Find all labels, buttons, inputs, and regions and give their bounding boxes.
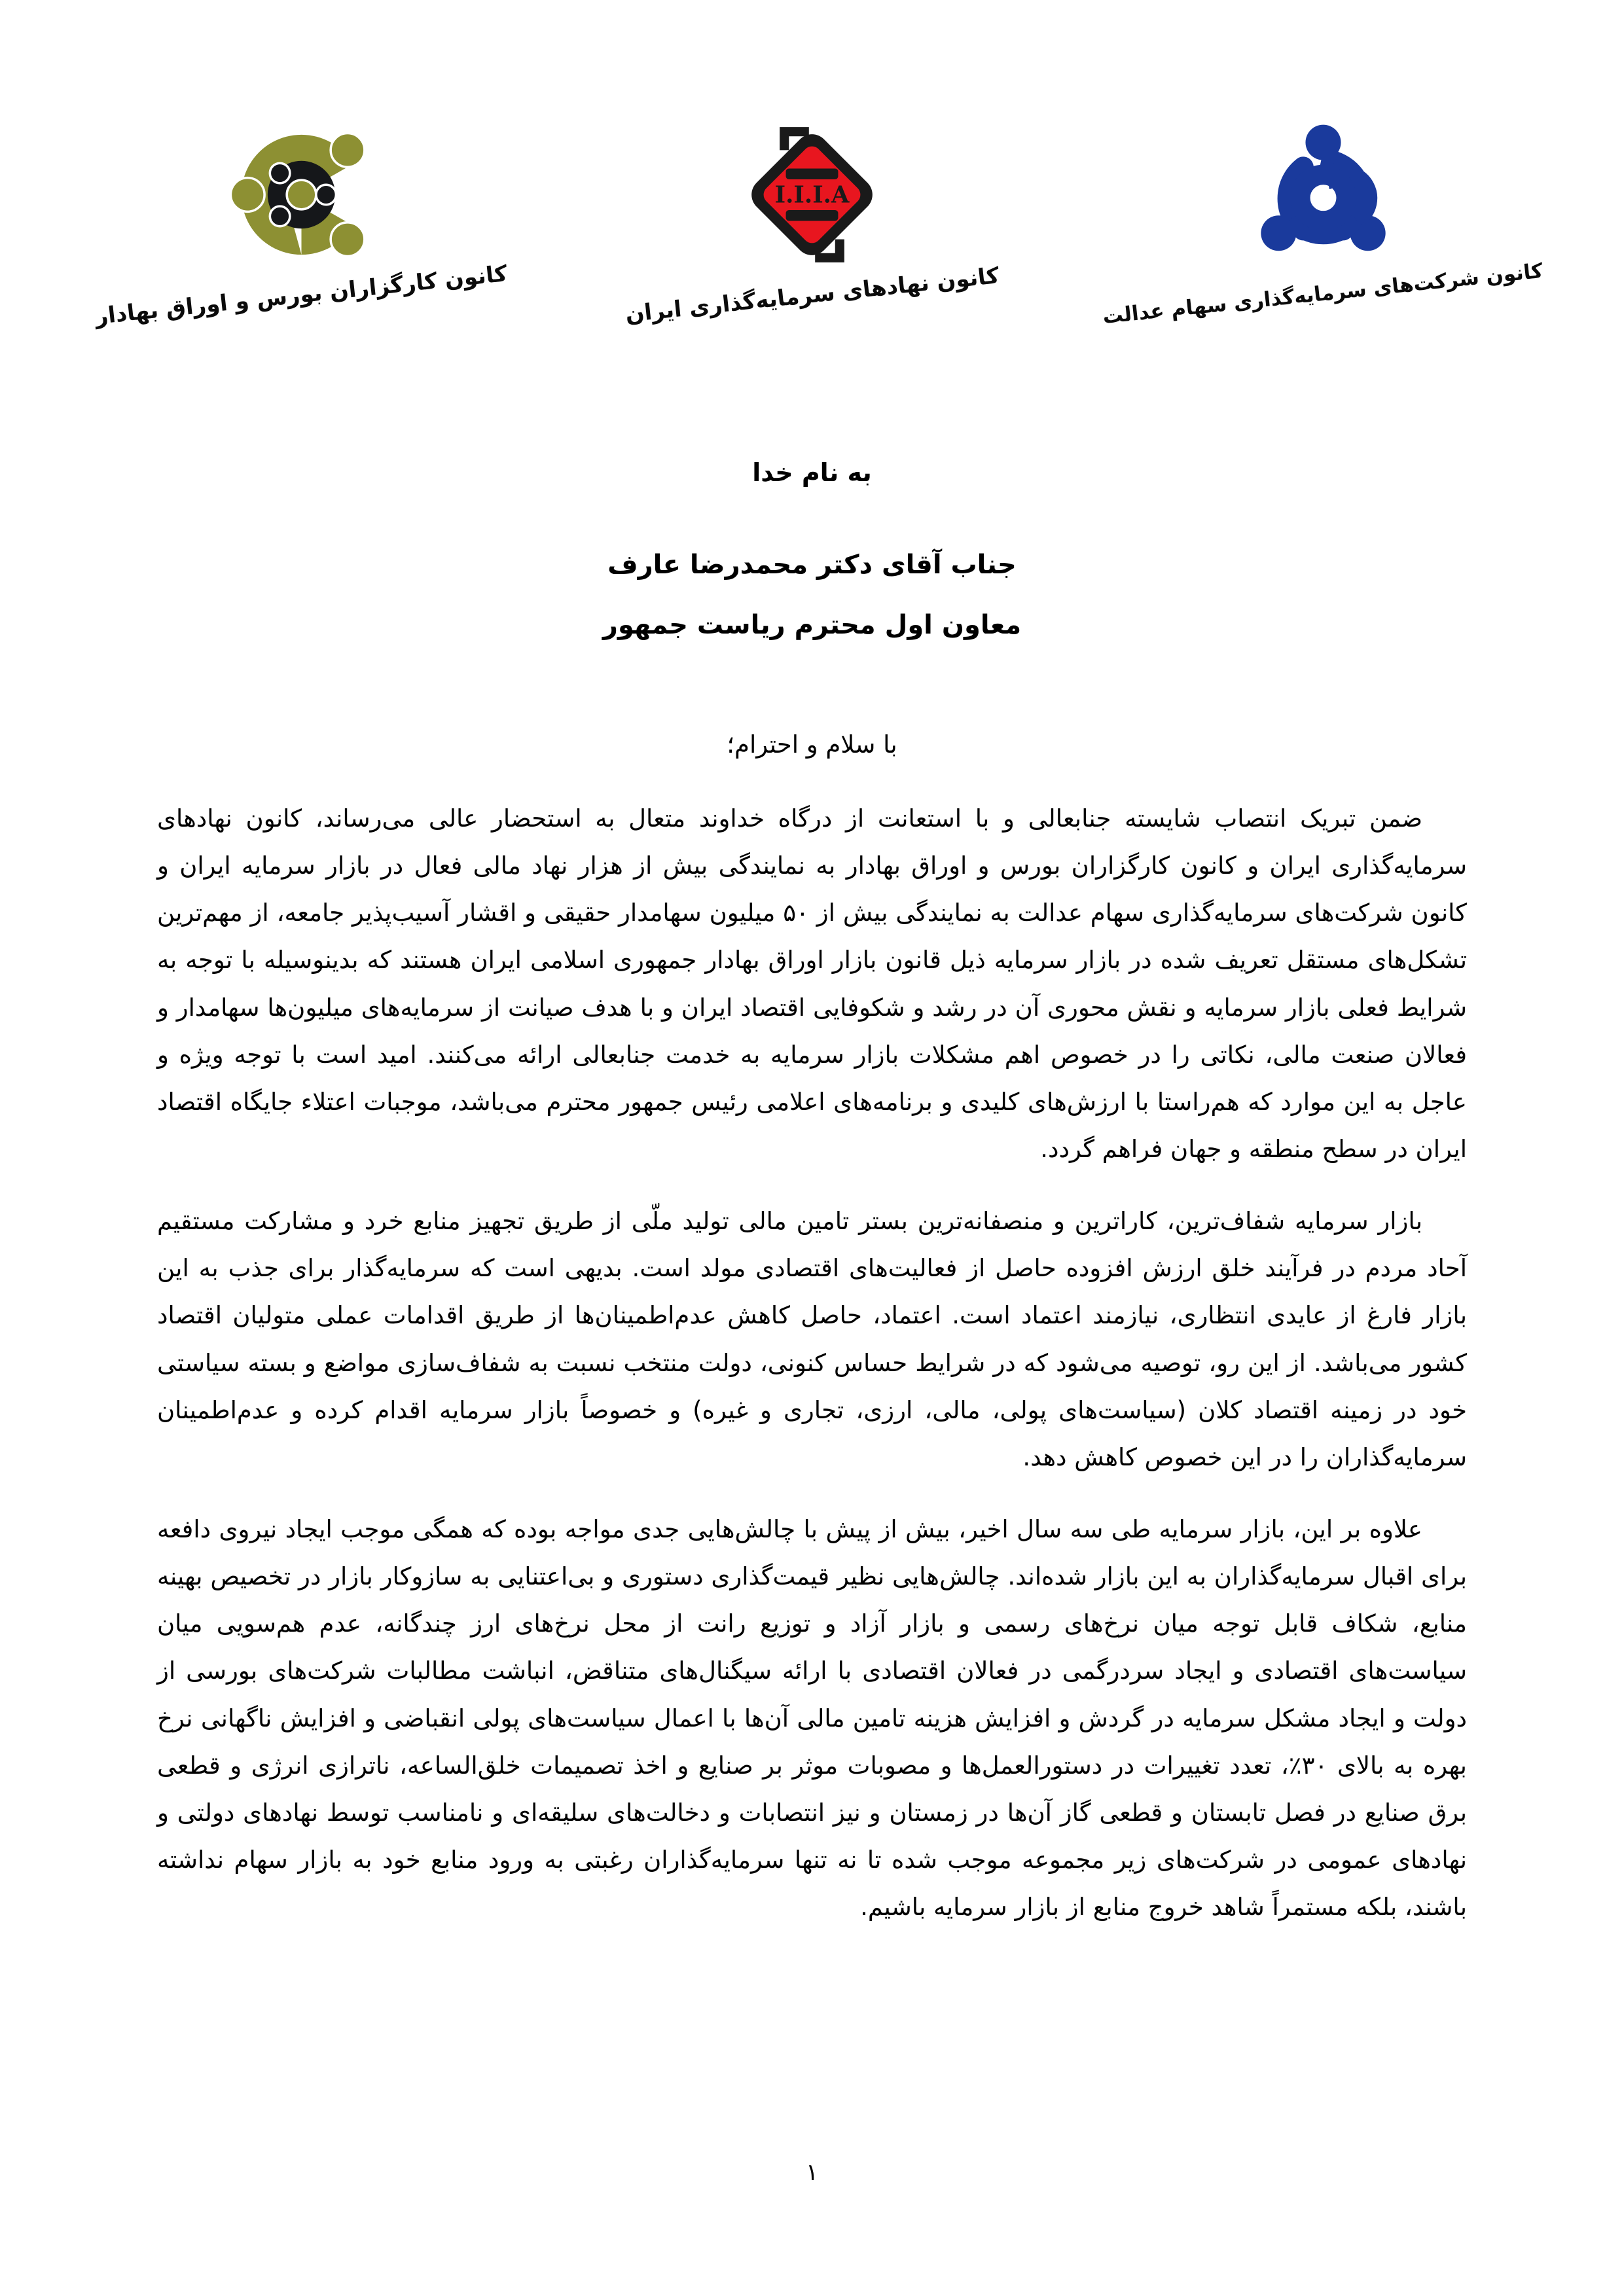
paragraph-2: بازار سرمایه شفاف‌ترین، کاراترین و منصفانه‌ترین بستر تامین مالی تولید ملّی از طریق تجهیز منابع خرد و مشارکت مستقیم آحاد مردم در فرآیند خلق ارزش افزوده حاصل از فعالیت‌های اقتصادی مولد است. بدیهی است که سرمایه‌گذار برای جذب به این بازار فارغ از عایدی انتظاری، نیازمند اعتماد است. اعتماد، حاصل کاهش عدم‌اطمینان‌ها از طریق اقدامات عملی متولیان اقتصاد کشور می‌باشد. از این رو، توصیه می‌شود که در شرایط حساس کنونی، دولت منتخب نسبت به شفاف‌سازی مواضع و بسته سیاستی خود در زمینه اقتصاد کلان (سیاست‌های پولی، مالی، ارزی، تجاری و غیره) و خصوصاً بازار سرمایه اقدام کرده و عدم‌اطمینان سرمایه‌گذاران را در این خصوص کاهش دهد.	[157, 1207, 1467, 1471]
ubuntu-circle-icon	[225, 118, 378, 272]
paragraph-1: ضمن تبریک انتصاب شایسته جنابعالی و با استعانت از درگاه خداوند متعال به استحضار عالی می‌رساند، کانون نهادهای سرمایه‌گذاری ایران و کانون کارگزاران بورس و اوراق بهادار به نمایندگی بیش از هزار نهاد مالی فعال در بازار سرمایه ایران و کانون شرکت‌های سرمایه‌گذاری سهام عدالت به نمایندگی بیش از ۵۰ میلیون سهامدار حقیقی و اقشار آسیب‌پذیر جامعه، از مهم‌ترین تشکل‌های مستقل تعریف شده در بازار سرمایه ذیل قانون بازار اوراق بهادار جمهوری اسلامی ایران هستند که بدینوسیله با توجه به شرایط فعلی بازار سرمایه و نقش محوری آن در رشد و شکوفایی اقتصاد ایران و با هدف صیانت از سرمایه‌های میلیون‌ها سهامدار و فعالان صنعت مالی، نکاتی را در خصوص اهم مشکلات بازار سرمایه به خدمت جنابعالی ارائه می‌کنند. امید است با توجه ویژه و عاجل به این موارد که هم‌راستا با ارزش‌های کلیدی و برنامه‌های اعلامی رئیس جمهور محترم می‌باشد، موجبات اعتلاء جایگاه اقتصاد ایران در سطح منطقه و جهان فراهم گردد.	[157, 804, 1468, 1163]
logo-justice-shares-companies	[1101, 118, 1544, 329]
logo-caption-investment-institutions: کانون نهادهای سرمایه‌گذاری ایران	[623, 262, 1000, 328]
paragraph-3: علاوه بر این، بازار سرمایه طی سه سال اخیر، بیش از پیش با چالش‌هایی جدی مواجه بوده که همگی موجب ایجاد نیروی دافعه برای اقبال سرمایه‌گذاران به این بازار شده‌اند. چالش‌هایی نظیر قیمت‌گذاری دستوری و بی‌اعتنایی به سازوکار بازار در تخصیص بهینه منابع، شکاف قابل توجه میان نرخ‌های رسمی و بازار آزاد و توزیع رانت از محل نرخ‌های ارز چندگانه، عدم هم‌سویی میان سیاست‌های اقتصادی و ایجاد سردرگمی در فعالان اقتصادی با ارائه سیگنال‌های متناقض، انباشت مطالبات شرکت‌های بورسی از دولت و ایجاد مشکل سرمایه در گردش و افزایش هزینه تامین مالی آن‌ها با اعمال سیاست‌های پولی انقباضی و افزایش ناگهانی نرخ بهره به بالای ۳۰٪، تعدد تغییرات در دستورالعمل‌ها و مصوبات موثر بر صنایع و اخذ تصمیمات خلق‌الساعه، ناترازی انرژی و قطعی برق صنایع در فصل تابستان و قطعی گاز آن‌ها در زمستان و نیز انتصابات و دخالت‌های سلیقه‌ای و نامناسب توسط نهادهای دولتی و نهادهای عمومی در شرکت‌های زیر مجموعه موجب شده تا نه تنها سرمایه‌گذاران رغبتی به ورود منابع خود به بازار سهام نداشته باشند، بلکه مستمراً شاهد خروج منابع از بازار سرمایه باشیم.	[157, 1515, 1467, 1922]
logo-caption-justice-shares-companies: کانون شرکت‌های سرمایه‌گذاری سهام عدالت	[1101, 259, 1544, 329]
logo-caption-brokers-association: کانون کارگزاران بورس و اوراق بهادار	[94, 260, 509, 330]
logo-brokers-association	[94, 118, 509, 330]
salutation: با سلام و احترام؛	[727, 730, 897, 759]
letter-body	[157, 458, 1467, 2087]
addressee-block	[157, 550, 1467, 640]
basmala: به نام خدا	[752, 458, 872, 487]
addressee-title: معاون اول محترم ریاست جمهور	[602, 610, 1022, 640]
red-diamond-icon	[735, 118, 889, 272]
addressee-name: جناب آقای دکتر محمدرضا عارف	[607, 550, 1017, 580]
blue-interlocking-figures-icon	[1246, 118, 1400, 272]
page-number: ۱	[805, 2159, 819, 2186]
letterhead	[94, 118, 1544, 393]
logo-investment-institutions	[609, 118, 1015, 328]
svg-text:I.I.I.A: I.I.I.A	[774, 181, 850, 209]
